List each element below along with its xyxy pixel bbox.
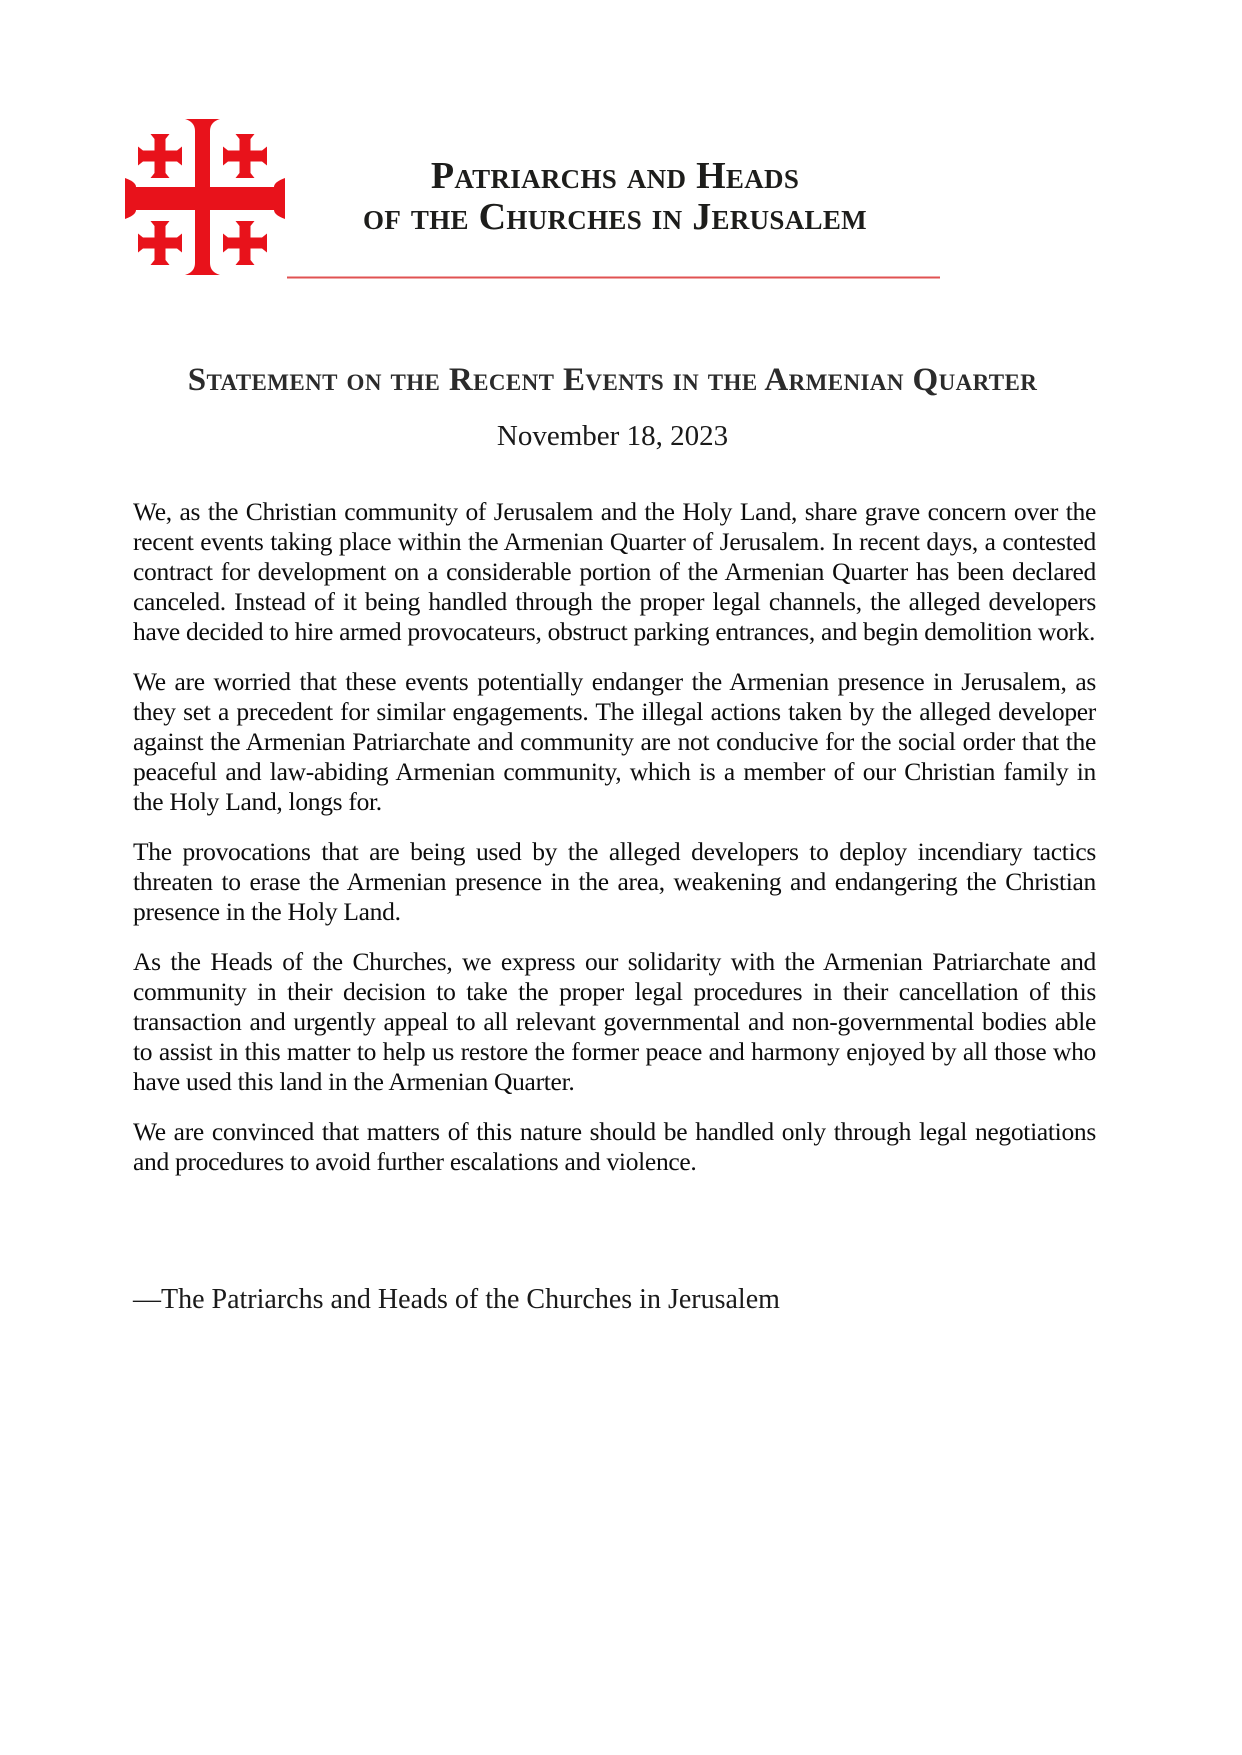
statement-body bbox=[133, 497, 1096, 1197]
header-rule bbox=[287, 276, 940, 279]
paragraph-2: We are worried that these events potentially endanger the Armenian presence in Jerusalem, as they set a precedent for similar engagements. The illegal actions taken by the alleged developer against the Armenian Patriarchate and community are not conducive for the social order that the peaceful and law-abiding Armenian community, which is a member of our Christian family in the Holy Land, longs for. bbox=[133, 667, 1096, 816]
paragraph-3: The provocations that are being used by the alleged developers to deploy incendiary tactics threaten to erase the Armenian presence in the area, weakening and endangering the Christian presence in the Holy Land. bbox=[133, 837, 1096, 926]
paragraph-4: As the Heads of the Churches, we express our solidarity with the Armenian Patriarchate and community in their decision to take the proper legal procedures in their cancellation of this transaction and urgently appeal to all relevant governmental and non-governmental bodies able to assist in this matter to help us restore the former peace and harmony enjoyed by all those who have used this land in the Armenian Quarter. bbox=[133, 947, 1096, 1096]
paragraph-5: We are convinced that matters of this nature should be handled only through legal negotiations and procedures to avoid further escalations and violence. bbox=[133, 1117, 1096, 1176]
org-name-line1: Patriarchs and Heads bbox=[430, 155, 800, 197]
signature-line: —The Patriarchs and Heads of the Churches in Jerusalem bbox=[133, 1284, 780, 1315]
jerusalem-cross-icon bbox=[122, 117, 288, 277]
org-name-line2: of the Churches in Jerusalem bbox=[363, 196, 867, 238]
paragraph-1: We, as the Christian community of Jerusalem and the Holy Land, share grave concern over the recent events taking place within the Armenian Quarter of Jerusalem. In recent days, a contested contract for development on a considerable portion of the Armenian Quarter has been declared canceled. Instead of it being handled through the proper legal channels, the alleged developers have decided to hire armed provocateurs, obstruct parking entrances, and begin demolition work. bbox=[133, 497, 1096, 646]
statement-date: November 18, 2023 bbox=[496, 420, 729, 452]
statement-title: Statement on the Recent Events in the Armenian Quarter bbox=[187, 362, 1038, 398]
org-name bbox=[290, 156, 940, 238]
